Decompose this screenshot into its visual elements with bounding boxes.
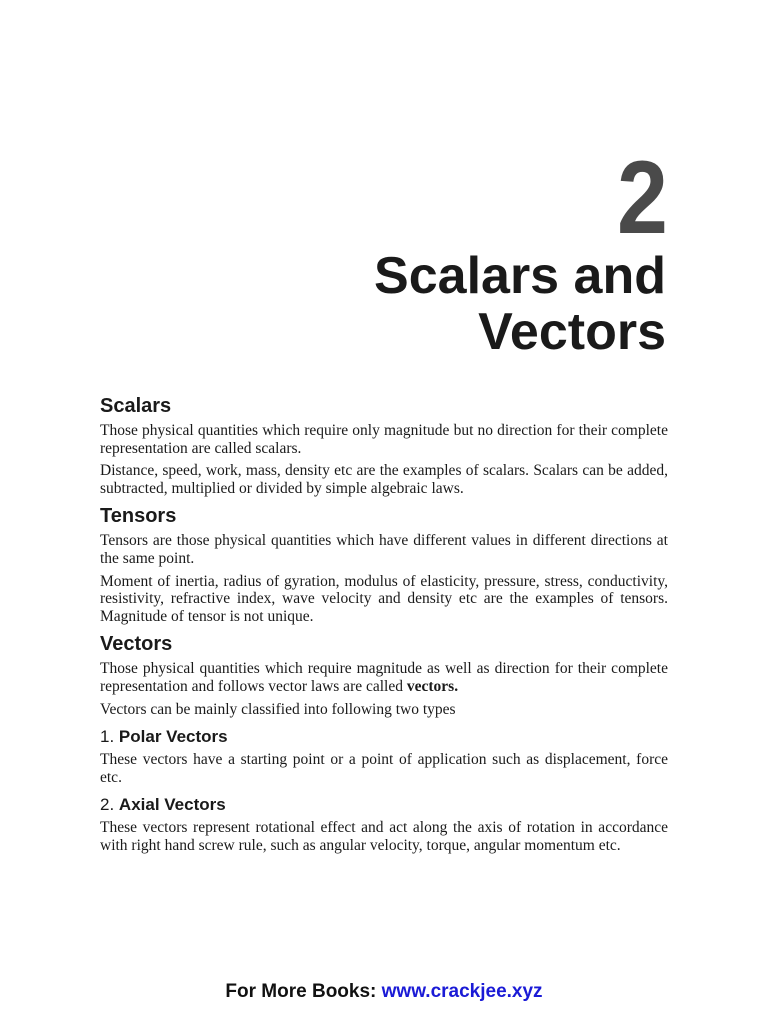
vectors-definition [100,660,668,695]
footer-label: For More Books: [225,981,377,1002]
subheading-polar-vectors [100,726,668,748]
vectors-definition-text: Those physical quantities which require magnitude as well as direction for their complete representation and follows vector laws are called [100,660,668,695]
axial-vectors-text: These vectors represent rotational effect and act along the axis of rotation in accordance with right hand screw rule, such as angular velocity, torque, angular momentum etc. [100,819,668,854]
tensors-examples: Moment of inertia, radius of gyration, modulus of elasticity, pressure, stress, conductivity, resistivity, refractive index, wave velocity and density etc are the examples of tensors. Magnitude of tensor is not unique. [100,572,668,625]
scalars-examples: Distance, speed, work, mass, density etc are the examples of scalars. Scalars can be added, subtracted, multiplied or divided by simple algebraic laws. [100,462,668,497]
polar-vectors-text: These vectors have a starting point or a point of application such as displacement, force etc. [100,751,668,786]
subheading-polar-number: 1. [100,727,115,747]
section-scalars [100,393,668,497]
chapter-title [166,248,666,360]
subheading-axial-vectors [100,794,668,816]
footer-banner [0,978,768,1006]
vectors-term: vectors. [406,677,459,695]
chapter-title-line-2: Vectors [478,303,666,361]
scalars-definition: Those physical quantities which require only magnitude but no direction for their complete representation are called scalars. [100,422,668,457]
tensors-definition: Tensors are those physical quantities which have different values in different directions at the same point. [100,532,668,567]
footer-link[interactable]: www.crackjee.xyz [381,981,543,1002]
section-heading-tensors: Tensors [100,505,177,528]
subheading-polar-name: Polar Vectors [118,727,228,747]
section-heading-vectors: Vectors [100,633,173,656]
section-vectors [100,631,668,854]
chapter-content [100,393,668,861]
section-heading-scalars: Scalars [100,395,172,417]
chapter-title-line-1: Scalars and [374,247,666,305]
vectors-classification: Vectors can be mainly classified into following two types [100,700,456,718]
subheading-axial-number: 2. [100,795,115,815]
chapter-number: 2 [617,140,668,256]
section-tensors [100,503,668,625]
subheading-axial-name: Axial Vectors [118,795,226,815]
